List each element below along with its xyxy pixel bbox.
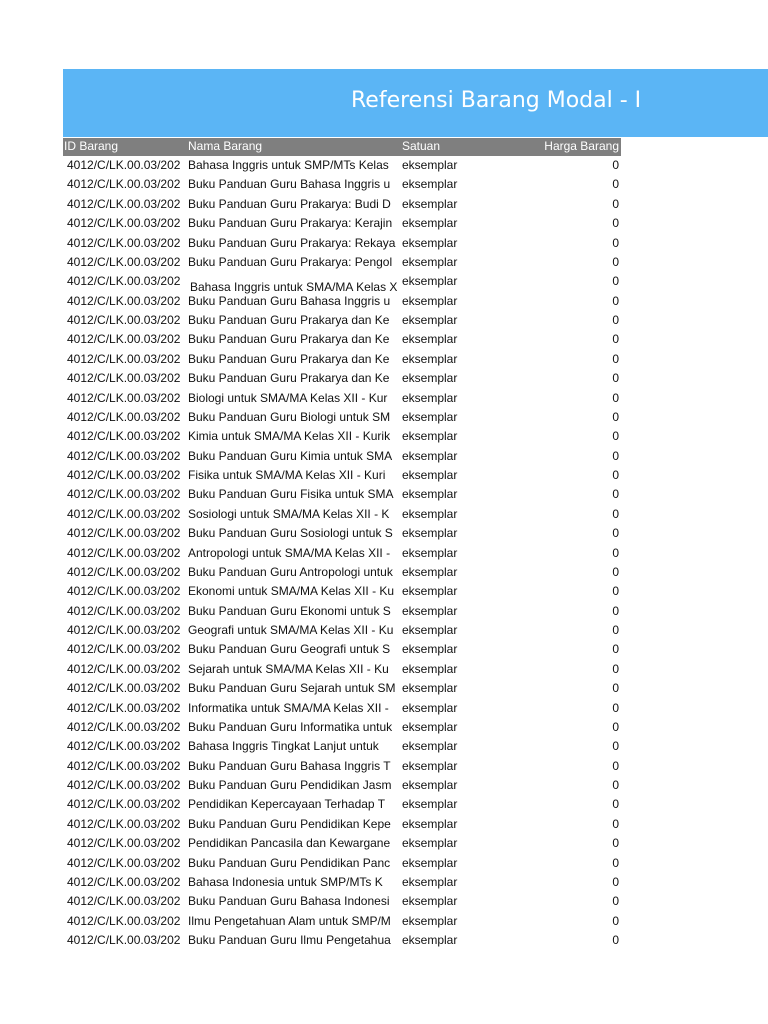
cell-id-barang[interactable]: 4012/C/LK.00.03/202 [67,778,181,792]
cell-satuan[interactable]: eksemplar [402,177,458,192]
cell-harga-barang[interactable]: 0 [612,351,619,366]
cell-satuan[interactable]: eksemplar [402,758,458,773]
table-row [63,330,621,349]
cell-nama-barang[interactable]: Bahasa Inggris Tingkat Lanjut untuk [188,739,379,754]
cell-satuan[interactable]: eksemplar [402,216,458,231]
table-row [63,854,621,873]
cell-nama-barang[interactable]: Buku Panduan Guru Prakarya dan Ke [188,313,390,327]
cell-nama-barang[interactable]: Sejarah untuk SMA/MA Kelas XII - Ku [188,661,389,676]
cell-satuan[interactable]: eksemplar [402,816,458,831]
table-row [63,311,621,330]
cell-harga-barang[interactable]: 0 [612,332,619,347]
cell-harga-barang[interactable]: 0 [612,758,619,773]
cell-harga-barang[interactable]: 0 [612,603,619,618]
cell-id-barang[interactable]: 4012/C/LK.00.03/202 [67,351,181,366]
table-row [63,718,621,737]
cell-harga-barang[interactable]: 0 [612,816,619,831]
cell-nama-barang[interactable]: Buku Panduan Guru Bahasa Inggris u [188,177,391,192]
cell-nama-barang[interactable]: Ilmu Pengetahuan Alam untuk SMP/M [188,913,391,928]
cell-nama-barang[interactable]: Pendidikan Pancasila dan Kewargane [188,836,391,851]
cell-harga-barang[interactable]: 0 [612,448,619,463]
cell-id-barang[interactable]: 4012/C/LK.00.03/202 [67,603,181,618]
cell-harga-barang[interactable]: 0 [612,642,619,657]
cell-satuan[interactable]: eksemplar [402,351,458,366]
cell-satuan[interactable]: eksemplar [402,933,458,947]
cell-id-barang[interactable]: 4012/C/LK.00.03/202 [67,719,181,734]
cell-harga-barang[interactable]: 0 [612,235,619,250]
table-row [63,931,621,950]
cell-nama-barang[interactable]: Buku Panduan Guru Prakarya: Rekaya [188,235,396,250]
table-row [63,834,621,853]
cell-nama-barang[interactable]: Buku Panduan Guru Ilmu Pengetahua [188,933,391,947]
cell-id-barang[interactable]: 4012/C/LK.00.03/202 [67,642,181,657]
header-harga-barang[interactable]: Harga Barang [544,139,619,153]
cell-nama-barang[interactable]: Buku Panduan Guru Kimia untuk SMA [188,448,393,463]
table-header [63,138,621,156]
cell-satuan[interactable]: eksemplar [402,254,458,269]
cell-id-barang[interactable]: 4012/C/LK.00.03/202 [67,739,181,754]
table-body [63,156,621,950]
cell-id-barang[interactable]: 4012/C/LK.00.03/202 [67,196,181,211]
cell-satuan[interactable]: eksemplar [402,642,458,657]
cell-id-barang[interactable]: 4012/C/LK.00.03/202 [67,274,181,289]
table-row [63,795,621,814]
cell-id-barang[interactable]: 4012/C/LK.00.03/202 [67,254,181,269]
cell-satuan[interactable]: eksemplar [402,409,458,424]
table-row [63,447,621,466]
cell-id-barang[interactable]: 4012/C/LK.00.03/202 [67,700,181,715]
header-nama-barang[interactable]: Nama Barang [188,139,263,153]
table-row [63,214,621,233]
cell-harga-barang[interactable]: 0 [612,623,619,637]
cell-id-barang[interactable]: 4012/C/LK.00.03/202 [67,158,181,172]
cell-satuan[interactable]: eksemplar [402,855,458,870]
table-row [63,621,621,640]
cell-satuan[interactable]: eksemplar [402,719,458,734]
cell-id-barang[interactable]: 4012/C/LK.00.03/202 [67,487,181,502]
cell-satuan[interactable]: eksemplar [402,274,458,289]
cell-nama-barang[interactable]: Buku Panduan Guru Bahasa Indonesi [188,894,390,909]
cell-id-barang[interactable]: 4012/C/LK.00.03/202 [67,332,181,347]
cell-satuan[interactable]: eksemplar [402,874,458,889]
cell-harga-barang[interactable]: 0 [612,313,619,327]
cell-nama-barang[interactable]: Antropologi untuk SMA/MA Kelas XII - [188,545,391,560]
table-row [63,505,621,524]
table-row [63,369,621,388]
cell-harga-barang[interactable]: 0 [612,429,619,444]
cell-nama-barang[interactable]: Buku Panduan Guru Biologi untuk SM [188,409,391,424]
cell-id-barang[interactable]: 4012/C/LK.00.03/202 [67,661,181,676]
cell-satuan[interactable]: eksemplar [402,894,458,909]
cell-harga-barang[interactable]: 0 [612,739,619,754]
cell-harga-barang[interactable]: 0 [612,506,619,521]
cell-nama-barang[interactable]: Buku Panduan Guru Prakarya dan Ke [188,371,390,386]
cell-harga-barang[interactable]: 0 [612,390,619,405]
cell-nama-barang[interactable]: Buku Panduan Guru Pendidikan Panc [188,855,391,870]
cell-harga-barang[interactable]: 0 [612,681,619,696]
cell-id-barang[interactable]: 4012/C/LK.00.03/202 [67,564,181,579]
cell-harga-barang[interactable]: 0 [612,409,619,424]
cell-satuan[interactable]: eksemplar [402,448,458,463]
cell-nama-barang[interactable]: Buku Panduan Guru Sejarah untuk SM [188,681,396,696]
cell-id-barang[interactable]: 4012/C/LK.00.03/202 [67,545,181,560]
cell-id-barang[interactable]: 4012/C/LK.00.03/202 [67,371,181,386]
cell-nama-barang[interactable]: Buku Panduan Guru Informatika untuk [188,719,393,734]
table-row [63,679,621,698]
cell-id-barang[interactable]: 4012/C/LK.00.03/202 [67,855,181,870]
cell-nama-barang[interactable]: Buku Panduan Guru Geografi untuk S [188,642,391,657]
cell-satuan[interactable]: eksemplar [402,158,458,172]
cell-id-barang[interactable]: 4012/C/LK.00.03/202 [67,913,181,928]
cell-id-barang[interactable]: 4012/C/LK.00.03/202 [67,390,181,405]
cell-harga-barang[interactable]: 0 [612,778,619,792]
cell-satuan[interactable]: eksemplar [402,913,458,928]
cell-harga-barang[interactable]: 0 [612,371,619,386]
cell-nama-barang[interactable]: Buku Panduan Guru Antropologi untuk [188,564,393,579]
cell-satuan[interactable]: eksemplar [402,545,458,560]
table-row [63,757,621,776]
cell-harga-barang[interactable]: 0 [612,913,619,928]
cell-satuan[interactable]: eksemplar [402,332,458,347]
cell-nama-barang[interactable]: Pendidikan Kepercayaan Terhadap T [188,797,386,812]
cell-satuan[interactable]: eksemplar [402,564,458,579]
table-row [63,602,621,621]
table-row [63,640,621,659]
cell-id-barang[interactable]: 4012/C/LK.00.03/202 [67,933,181,947]
table-row [63,873,621,892]
cell-id-barang[interactable]: 4012/C/LK.00.03/202 [67,409,181,424]
table-row [63,699,621,718]
cell-satuan[interactable]: eksemplar [402,797,458,812]
cell-harga-barang[interactable]: 0 [612,894,619,909]
table-row [63,524,621,543]
cell-satuan[interactable]: eksemplar [402,293,458,308]
table-row [63,737,621,756]
cell-id-barang[interactable]: 4012/C/LK.00.03/202 [67,526,181,541]
cell-satuan[interactable]: eksemplar [402,584,458,599]
overflow-cell-text [190,280,400,294]
cell-harga-barang[interactable]: 0 [612,933,619,947]
cell-id-barang[interactable]: 4012/C/LK.00.03/202 [67,506,181,521]
cell-satuan[interactable]: eksemplar [402,700,458,715]
table-row [63,234,621,253]
cell-id-barang[interactable]: 4012/C/LK.00.03/202 [67,758,181,773]
cell-id-barang[interactable]: 4012/C/LK.00.03/202 [67,216,181,231]
cell-nama-barang[interactable]: Geografi untuk SMA/MA Kelas XII - Ku [188,623,394,637]
cell-satuan[interactable]: eksemplar [402,661,458,676]
table-row [63,195,621,214]
cell-harga-barang[interactable]: 0 [612,468,619,482]
cell-harga-barang[interactable]: 0 [612,719,619,734]
table-row [63,466,621,485]
cell-harga-barang[interactable]: 0 [612,700,619,715]
cell-satuan[interactable]: eksemplar [402,390,458,405]
cell-harga-barang[interactable]: 0 [612,487,619,502]
cell-id-barang[interactable]: 4012/C/LK.00.03/202 [67,235,181,250]
cell-harga-barang[interactable]: 0 [612,158,619,172]
cell-nama-barang[interactable]: Buku Panduan Guru Bahasa Inggris T [188,758,391,773]
cell-id-barang[interactable]: 4012/C/LK.00.03/202 [67,681,181,696]
cell-id-barang[interactable]: 4012/C/LK.00.03/202 [67,177,181,192]
cell-satuan[interactable]: eksemplar [402,235,458,250]
table-row [63,175,621,194]
cell-id-barang[interactable]: 4012/C/LK.00.03/202 [67,584,181,599]
cell-nama-barang[interactable]: Ekonomi untuk SMA/MA Kelas XII - Ku [188,584,395,599]
table-row [63,582,621,601]
table-row [63,815,621,834]
cell-id-barang[interactable]: 4012/C/LK.00.03/202 [67,816,181,831]
cell-satuan[interactable]: eksemplar [402,313,458,327]
cell-harga-barang[interactable]: 0 [612,254,619,269]
table-row [63,408,621,427]
cell-harga-barang[interactable]: 0 [612,274,619,289]
cell-satuan[interactable]: eksemplar [402,196,458,211]
cell-harga-barang[interactable]: 0 [612,797,619,812]
title-banner [63,69,768,137]
cell-nama-barang[interactable]: Sosiologi untuk SMA/MA Kelas XII - K [188,506,390,521]
cell-nama-barang[interactable]: Buku Panduan Guru Pendidikan Kepe [188,816,391,831]
table-row [63,389,621,408]
cell-satuan[interactable]: eksemplar [402,429,458,444]
cell-nama-barang[interactable]: Buku Panduan Guru Prakarya: Budi D [188,196,391,211]
cell-nama-barang[interactable]: Buku Panduan Guru Prakarya dan Ke [188,351,390,366]
cell-satuan[interactable]: eksemplar [402,468,458,482]
cell-id-barang[interactable]: 4012/C/LK.00.03/202 [67,293,181,308]
overflow-cell-label: Bahasa Inggris untuk SMA/MA Kelas X [190,280,398,294]
table-row [63,563,621,582]
cell-nama-barang[interactable]: Buku Panduan Guru Prakarya: Kerajin [188,216,393,231]
cell-nama-barang[interactable]: Fisika untuk SMA/MA Kelas XII - Kuri [188,468,386,482]
cell-id-barang[interactable]: 4012/C/LK.00.03/202 [67,313,181,327]
cell-id-barang[interactable]: 4012/C/LK.00.03/202 [67,429,181,444]
cell-nama-barang[interactable]: Buku Panduan Guru Prakarya dan Ke [188,332,390,347]
table-row [63,350,621,369]
cell-satuan[interactable]: eksemplar [402,603,458,618]
cell-satuan[interactable]: eksemplar [402,681,458,696]
cell-harga-barang[interactable]: 0 [612,855,619,870]
cell-id-barang[interactable]: 4012/C/LK.00.03/202 [67,448,181,463]
cell-nama-barang[interactable]: Bahasa Indonesia untuk SMP/MTs K [188,874,383,889]
table-row [63,892,621,911]
table-row [63,156,621,175]
cell-harga-barang[interactable]: 0 [612,293,619,308]
cell-satuan[interactable]: eksemplar [402,526,458,541]
cell-satuan[interactable]: eksemplar [402,623,458,637]
cell-nama-barang[interactable]: Bahasa Inggris untuk SMP/MTs Kelas [188,158,389,172]
cell-nama-barang[interactable]: Informatika untuk SMA/MA Kelas XII - [188,700,389,715]
cell-satuan[interactable]: eksemplar [402,778,458,792]
cell-harga-barang[interactable]: 0 [612,196,619,211]
cell-nama-barang[interactable]: Buku Panduan Guru Bahasa Inggris u [188,293,391,308]
cell-satuan[interactable]: eksemplar [402,739,458,754]
cell-nama-barang[interactable]: Buku Panduan Guru Prakarya: Pengol [188,254,393,269]
sheet-title: Referensi Barang Modal - I [351,88,642,113]
table-row [63,912,621,931]
table-row [63,292,621,311]
cell-id-barang[interactable]: 4012/C/LK.00.03/202 [67,894,181,909]
table-row [63,253,621,272]
cell-harga-barang[interactable]: 0 [612,177,619,192]
table-row [63,776,621,795]
cell-harga-barang[interactable]: 0 [612,526,619,541]
table-row [63,485,621,504]
table-row [63,427,621,446]
cell-harga-barang[interactable]: 0 [612,216,619,231]
cell-nama-barang[interactable]: Kimia untuk SMA/MA Kelas XII - Kurik [188,429,391,444]
cell-harga-barang[interactable]: 0 [612,545,619,560]
cell-id-barang[interactable]: 4012/C/LK.00.03/202 [67,623,181,637]
table-row [63,544,621,563]
cell-id-barang[interactable]: 4012/C/LK.00.03/202 [67,797,181,812]
cell-nama-barang[interactable]: Biologi untuk SMA/MA Kelas XII - Kur [188,390,388,405]
cell-harga-barang[interactable]: 0 [612,874,619,889]
cell-id-barang[interactable]: 4012/C/LK.00.03/202 [67,468,181,482]
cell-id-barang[interactable]: 4012/C/LK.00.03/202 [67,836,181,851]
cell-harga-barang[interactable]: 0 [612,564,619,579]
cell-nama-barang[interactable]: Buku Panduan Guru Ekonomi untuk S [188,603,391,618]
cell-nama-barang[interactable]: Buku Panduan Guru Sosiologi untuk S [188,526,393,541]
cell-satuan[interactable]: eksemplar [402,487,458,502]
cell-nama-barang[interactable]: Buku Panduan Guru Pendidikan Jasm [188,778,392,792]
header-id-barang[interactable]: ID Barang [64,139,119,153]
header-satuan[interactable]: Satuan [402,139,441,153]
cell-satuan[interactable]: eksemplar [402,836,458,851]
cell-harga-barang[interactable]: 0 [612,661,619,676]
cell-id-barang[interactable]: 4012/C/LK.00.03/202 [67,874,181,889]
cell-harga-barang[interactable]: 0 [612,584,619,599]
cell-harga-barang[interactable]: 0 [612,836,619,851]
cell-satuan[interactable]: eksemplar [402,371,458,386]
cell-nama-barang[interactable]: Buku Panduan Guru Fisika untuk SMA [188,487,394,502]
table-row [63,660,621,679]
cell-satuan[interactable]: eksemplar [402,506,458,521]
